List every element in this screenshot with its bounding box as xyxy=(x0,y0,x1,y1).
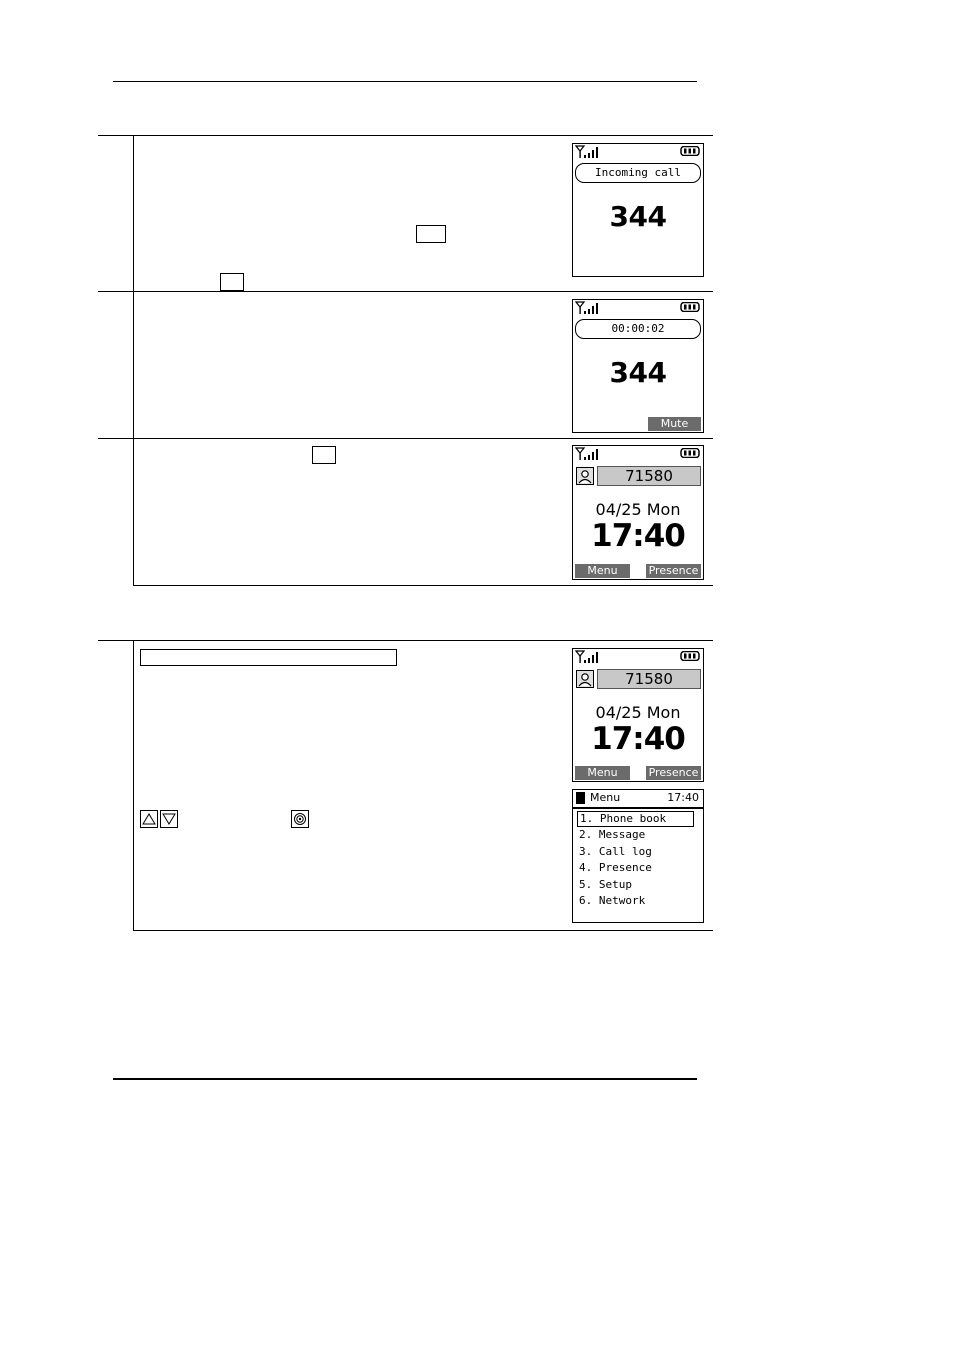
battery-icon xyxy=(680,651,700,661)
softkey-presence[interactable]: Presence xyxy=(646,564,701,578)
battery-icon xyxy=(680,302,700,312)
phone-screen-idle xyxy=(572,445,704,580)
table1-column-divider xyxy=(133,135,134,586)
battery-icon xyxy=(680,146,700,156)
menu-item-call-log[interactable]: 3. Call log xyxy=(579,844,652,858)
menu-list xyxy=(577,811,694,909)
idle-date: 04/25 Mon xyxy=(595,500,681,519)
key-box-speaker xyxy=(220,273,244,291)
header-rule xyxy=(113,81,697,82)
menu-item-message[interactable]: 2. Message xyxy=(579,828,646,842)
footer-rule xyxy=(113,1078,697,1080)
caller-number: 344 xyxy=(609,200,667,233)
menu-header xyxy=(573,790,703,809)
signal-strength-icon xyxy=(575,650,605,663)
table2-bottom-border xyxy=(133,930,713,931)
softkey-menu[interactable]: Menu xyxy=(575,766,630,780)
idle-time: 17:40 xyxy=(591,518,685,554)
idle-time: 17:40 xyxy=(591,721,685,757)
presence-status-icon xyxy=(576,467,594,485)
caller-number: 344 xyxy=(609,356,667,389)
menu-item-phone-book[interactable]: 1. Phone book xyxy=(577,811,694,827)
menu-item-setup[interactable]: 5. Setup xyxy=(579,877,632,891)
table1-bottom-border xyxy=(133,585,713,586)
signal-strength-icon xyxy=(575,301,605,314)
phone-screen-in-call xyxy=(572,299,704,433)
extension-number: 71580 xyxy=(597,466,701,486)
idle-date: 04/25 Mon xyxy=(595,703,681,722)
table2-column-divider xyxy=(133,640,134,931)
key-box-end xyxy=(312,446,336,464)
softkey-menu[interactable]: Menu xyxy=(575,564,630,578)
table2-top-border xyxy=(98,640,713,641)
phone-screen-menu xyxy=(572,789,704,923)
presence-status-icon xyxy=(576,670,594,688)
down-key-icon xyxy=(160,810,178,828)
signal-strength-icon xyxy=(575,145,605,158)
menu-item-presence[interactable]: 4. Presence xyxy=(579,861,652,875)
battery-icon xyxy=(680,448,700,458)
phone-screen-idle-2 xyxy=(572,648,704,782)
up-key-icon xyxy=(140,810,158,828)
menu-block-icon xyxy=(576,792,585,804)
table1-top-border xyxy=(98,135,713,136)
table1-row-divider-1 xyxy=(98,291,713,292)
select-key-icon xyxy=(291,810,309,828)
instruction-heading-box xyxy=(140,649,397,666)
softkey-presence[interactable]: Presence xyxy=(646,766,701,780)
extension-number: 71580 xyxy=(597,669,701,689)
phone-screen-incoming xyxy=(572,143,704,277)
call-timer-pill: 00:00:02 xyxy=(575,319,701,339)
softkey-mute[interactable]: Mute xyxy=(648,417,701,431)
call-status-pill: Incoming call xyxy=(575,163,701,183)
signal-strength-icon xyxy=(575,447,605,460)
menu-clock: 17:40 xyxy=(667,791,699,804)
key-box-answer xyxy=(416,225,446,243)
menu-title: Menu xyxy=(590,791,621,804)
table1-row-divider-2 xyxy=(98,438,713,439)
menu-item-network[interactable]: 6. Network xyxy=(579,893,646,907)
